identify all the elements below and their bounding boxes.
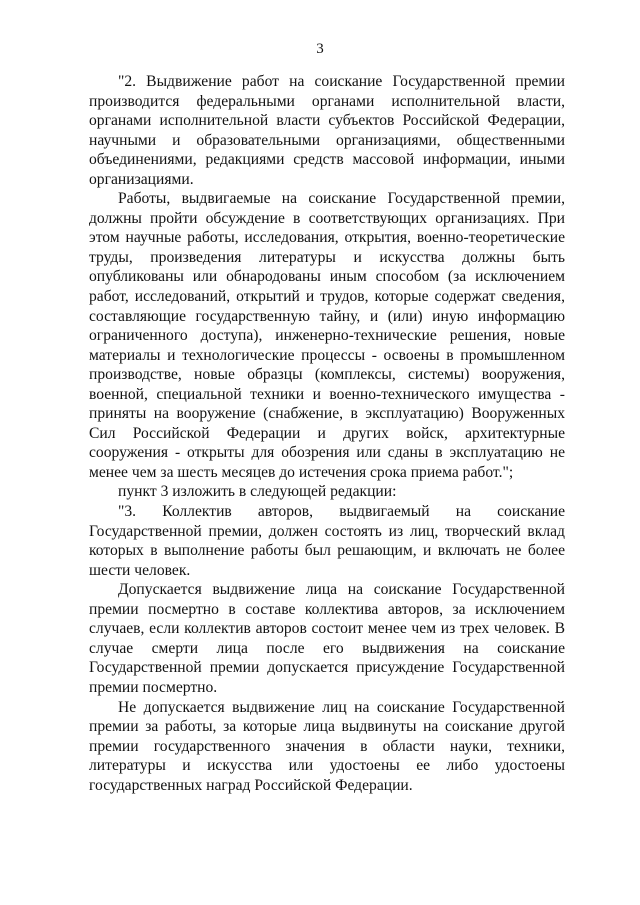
document-body <box>89 72 565 795</box>
paragraph-works-discussion: Работы, выдвигаемые на соискание Государственной премии, должны пройти обсуждение в соответствующих организациях. При этом научные работы, исследования, открытия, военно-теоретические труды, произведения литературы и искусства должны быть опубликованы или обнародованы иным способом (за исключением работ, исследований, открытий и трудов, которые содержат сведения, составляющие государственную тайну, и (или) иную информацию ограниченного доступа), инженерно-технические решения, новые материалы и технологические процессы - освоены в промышленном производстве, новые образцы (комплексы, системы) вооружения, военной, специальной техники и военно-технического имущества - приняты на вооружение (снабжение, в эксплуатацию) Вооруженных Сил Российской Федерации и других войск, архитектурные сооружения - открыты для обозрения или сданы в эксплуатацию не менее чем за шесть месяцев до истечения срока приема работ."; <box>89 190 565 481</box>
paragraph-nomination-procedure: "2. Выдвижение работ на соискание Государственной премии производится федеральными органами исполнительной власти, органами исполнительной власти субъектов Российской Федерации, научными и образовательными организациями, общественными объединениями, редакциями средств массовой информации, иными организациями. <box>89 73 565 188</box>
page-number: 3 <box>316 41 324 57</box>
paragraph-posthumous-nomination: Допускается выдвижение лица на соискание Государственной премии посмертно в составе коллектива авторов, за исключением случаев, если коллектив авторов состоит менее чем из трех человек. В случае смерти лица после его выдвижения на соискание Государственной премии допускается присуждение Государственной премии посмертно. <box>89 581 565 696</box>
paragraph-authors-team: "3. Коллектив авторов, выдвигаемый на соискание Государственной премии, должен состоять из лиц, творческий вклад которых в выполнение работы был решающим, и включать не более шести человек. <box>89 503 565 579</box>
paragraph-nomination-restriction: Не допускается выдвижение лиц на соискание Государственной премии за работы, за которые лица выдвинуты на соискание другой премии государственного значения в области науки, техники, литературы и искусства или удостоены ее либо удостоены государственных наград Российской Федерации. <box>89 698 565 794</box>
paragraph-item-3-intro: пункт 3 изложить в следующей редакции: <box>118 483 397 501</box>
